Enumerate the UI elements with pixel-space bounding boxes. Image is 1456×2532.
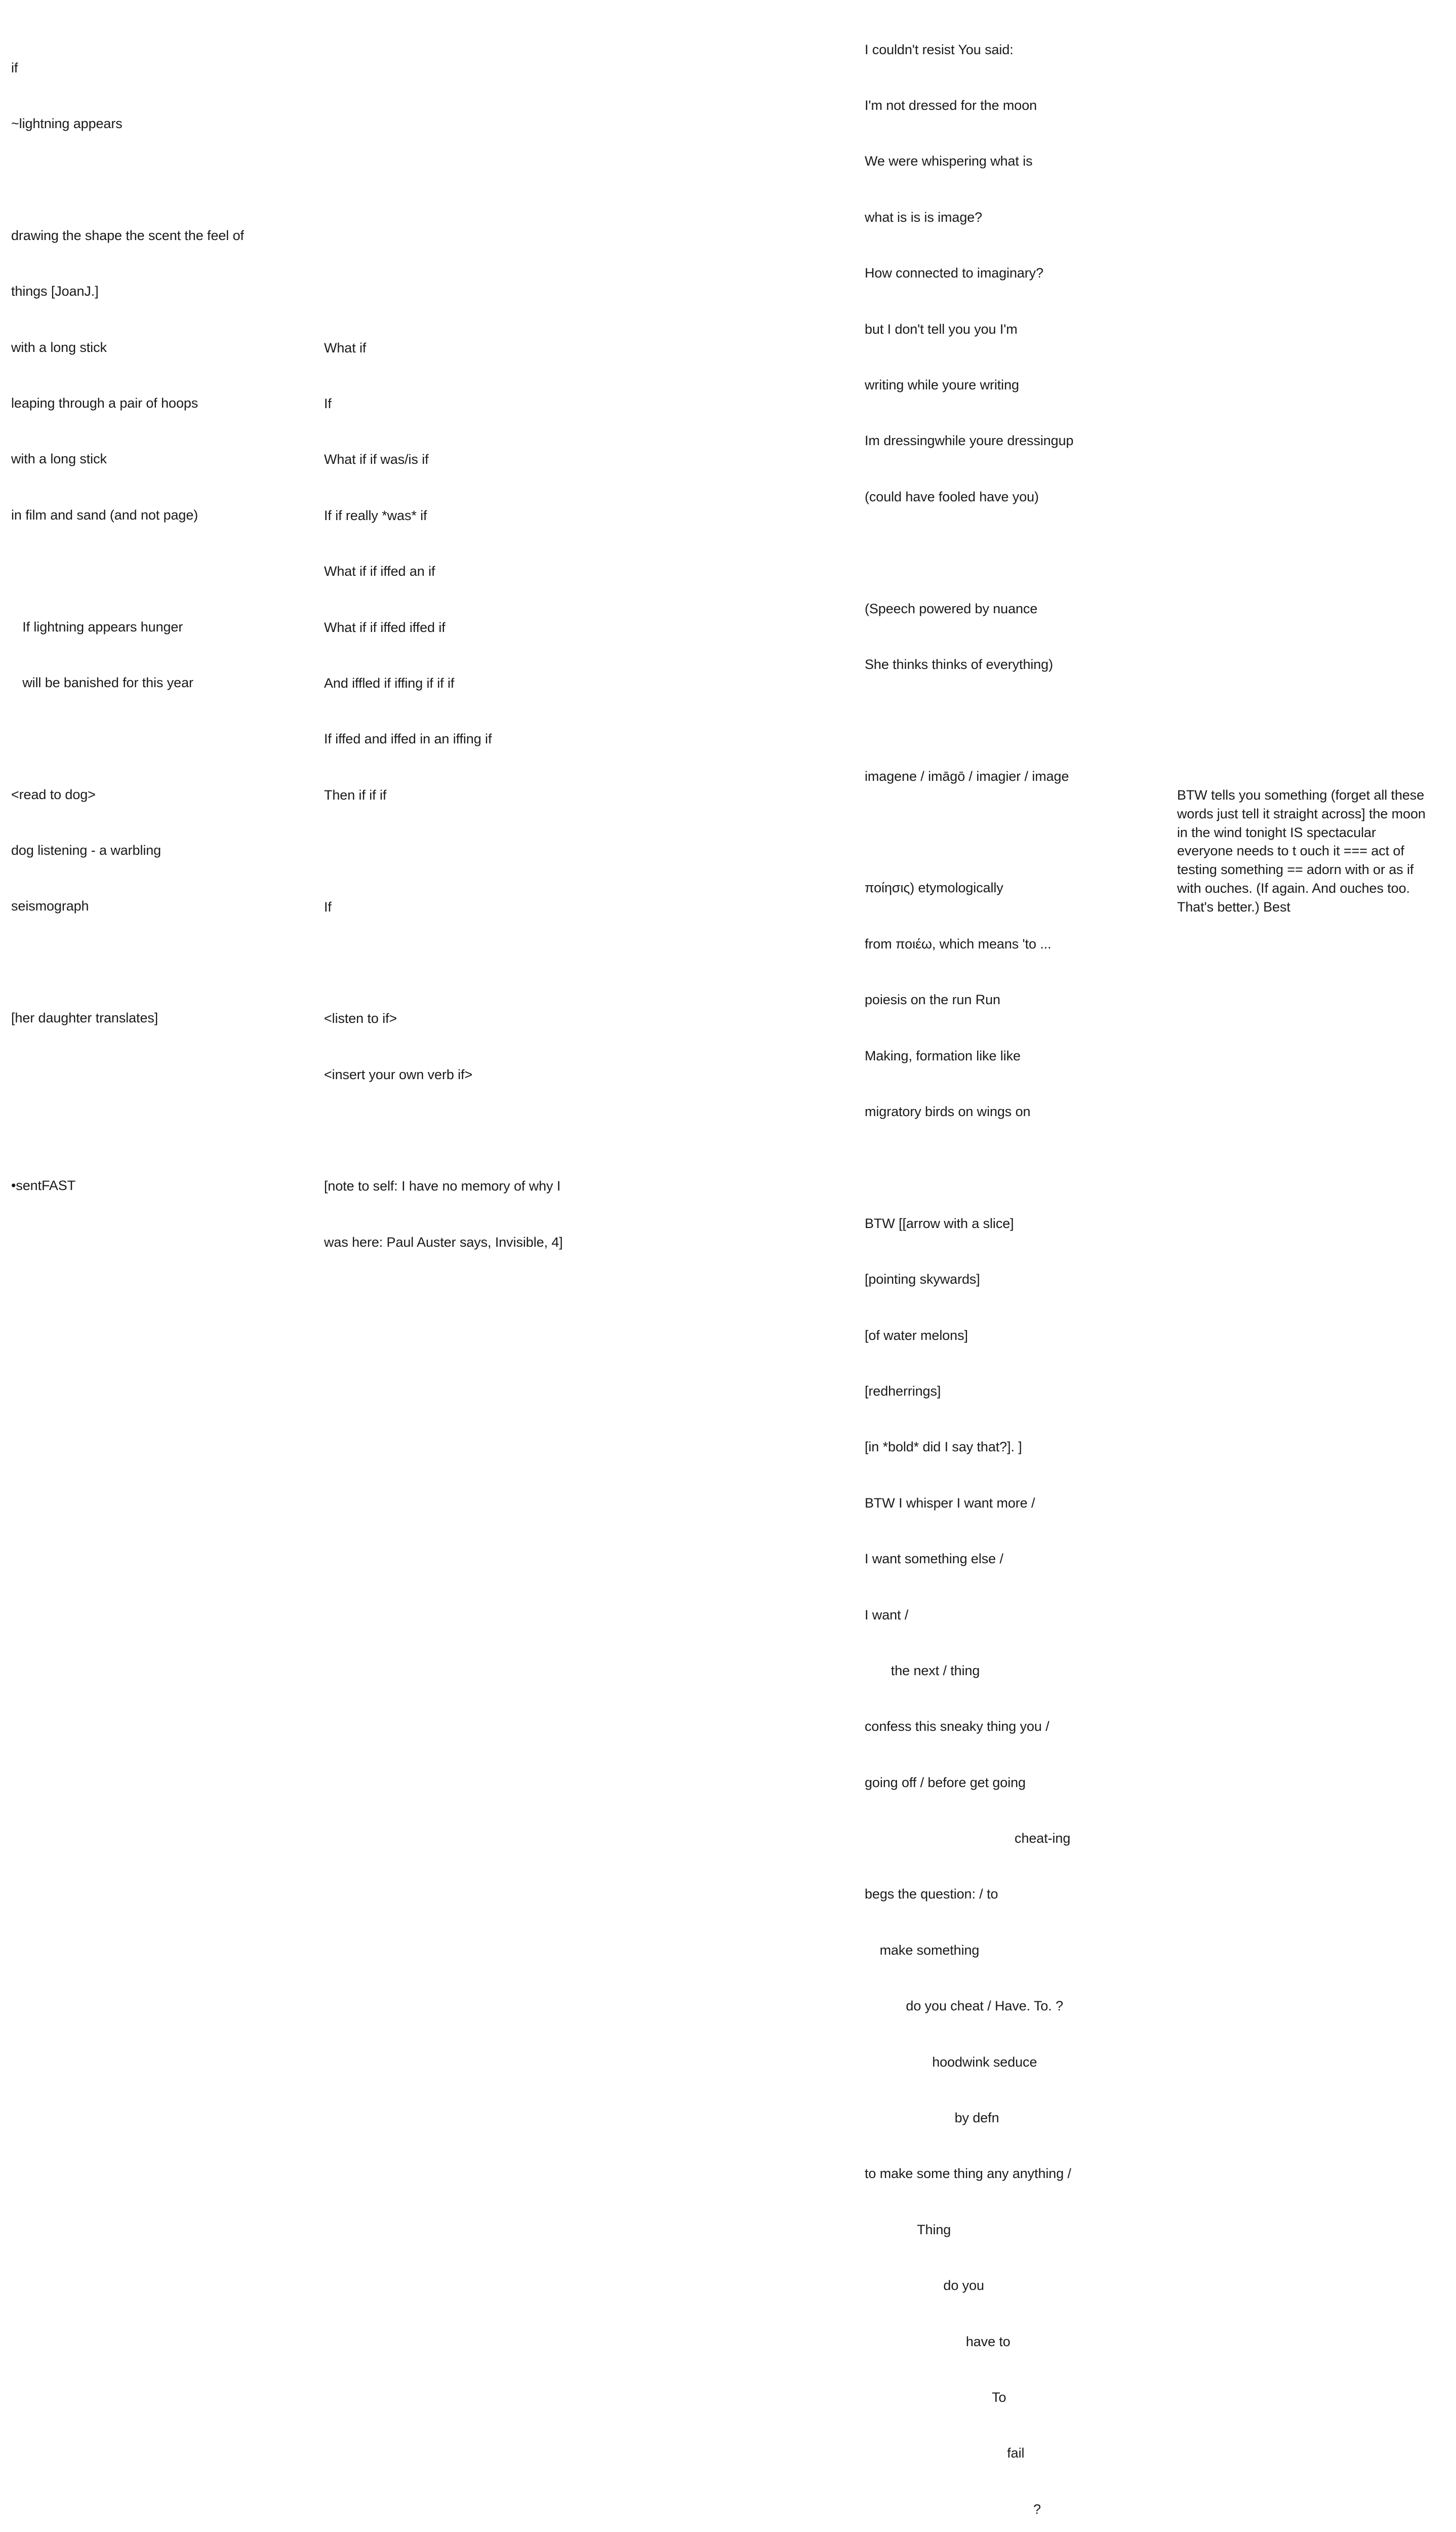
text-line: in film and sand (and not page) <box>11 507 198 523</box>
text-line: That's better.) Best <box>1177 899 1290 915</box>
text-line: hoodwink seduce <box>865 2054 1037 2070</box>
text-line: BTW [[arrow with a slice] <box>865 1215 1014 1231</box>
text-line: from ποιέω, which means 'to ... <box>865 936 1051 952</box>
text-line: what is is is image? <box>865 209 983 225</box>
text-line: but I don't tell you you I'm <box>865 321 1018 337</box>
text-line: [in *bold* did I say that?]. ] <box>865 1439 1022 1455</box>
text-column-right <box>865 3 1168 2532</box>
text-line: What if if iffed an if <box>324 564 435 579</box>
text-line: <insert your own verb if> <box>324 1066 473 1082</box>
text-line: have to <box>865 2333 1010 2349</box>
text-line: BTW tells you something (forget all these <box>1177 787 1425 803</box>
text-line: If if really *was* if <box>324 507 427 523</box>
text-line: with a long stick <box>11 339 107 355</box>
text-line: words just tell it straight across] the moon <box>1177 806 1426 821</box>
text-column-bottom-right <box>1177 786 1450 917</box>
text-line: confess this sneaky thing you / <box>865 1719 1049 1734</box>
text-line: [of water melons] <box>865 1327 968 1343</box>
text-line <box>865 543 1168 562</box>
text-column-middle <box>324 301 628 1270</box>
text-line: do you cheat / Have. To. ? <box>865 1998 1064 2014</box>
text-line: to make some thing any anything / <box>865 2166 1071 2182</box>
text-line: (could have fooled have you) <box>865 489 1039 504</box>
text-line <box>865 823 1168 842</box>
text-line: I'm not dressed for the moon <box>865 97 1037 113</box>
text-line: If <box>324 395 332 411</box>
text-line: imagene / imāgō / imagier / image <box>865 768 1069 784</box>
text-line: fail <box>865 2445 1025 2461</box>
text-line: if <box>11 60 18 75</box>
text-line <box>11 562 315 580</box>
text-line: leaping through a pair of hoops <box>11 395 198 411</box>
text-line: If iffed and iffed in an iffing if <box>324 731 492 747</box>
text-line: What if if iffed iffed if <box>324 619 446 635</box>
text-line: I want / <box>865 1607 909 1623</box>
text-line <box>324 1121 628 1140</box>
text-line: was here: Paul Auster says, Invisible, 4] <box>324 1234 563 1250</box>
text-line: in the wind tonight IS spectacular <box>1177 824 1376 840</box>
text-line: ποίησις) etymologically <box>865 880 1003 896</box>
text-line: Im dressingwhile youre dressingup <box>865 433 1074 449</box>
text-line: make something <box>865 1942 980 1958</box>
text-line: If <box>324 899 332 915</box>
text-line: cheat-ing <box>865 1831 1071 1846</box>
text-line: Thing <box>865 2222 951 2237</box>
text-line: the next / thing <box>865 1663 980 1678</box>
text-line: BTW I whisper I want more / <box>865 1495 1035 1511</box>
text-line: things [JoanJ.] <box>11 284 99 299</box>
text-line: She thinks thinks of everything) <box>865 656 1053 672</box>
text-line <box>11 953 315 972</box>
text-line: [redherrings] <box>865 1383 941 1399</box>
text-column-left <box>11 21 315 1214</box>
text-line <box>11 1121 315 1139</box>
text-line: ~lightning appears <box>11 115 123 131</box>
text-line: with ouches. (If again. And ouches too. <box>1177 880 1410 896</box>
text-line: How connected to imaginary? <box>865 265 1043 281</box>
text-line <box>11 170 315 189</box>
text-line <box>324 842 628 860</box>
text-line: writing while youre writing <box>865 377 1019 392</box>
text-line: seismograph <box>11 898 89 914</box>
text-line: We were whispering what is <box>865 153 1033 169</box>
text-line <box>865 1158 1168 1177</box>
text-line: drawing the shape the scent the feel of <box>11 227 244 243</box>
text-line: by defn <box>865 2110 999 2126</box>
text-line: [her daughter translates] <box>11 1010 158 1026</box>
text-line: (Speech powered by nuance <box>865 601 1038 616</box>
text-line: •sentFAST <box>11 1178 76 1194</box>
text-line: Making, formation like like <box>865 1048 1021 1063</box>
text-line: [note to self: I have no memory of why I <box>324 1178 561 1194</box>
text-line: <read to dog> <box>11 786 96 802</box>
text-line: And iffled if iffing if if if <box>324 675 455 691</box>
text-line <box>11 729 315 748</box>
text-line <box>865 711 1168 730</box>
text-line: Then if if if <box>324 787 387 803</box>
text-line: going off / before get going <box>865 1774 1026 1790</box>
text-line: dog listening - a warbling <box>11 843 161 858</box>
text-line <box>11 1065 315 1084</box>
text-line <box>324 954 628 972</box>
text-line: If lightning appears hunger <box>11 619 183 635</box>
text-line: with a long stick <box>11 451 107 467</box>
text-line: do you <box>865 2278 984 2293</box>
text-line: begs the question: / to <box>865 1886 998 1902</box>
text-line: migratory birds on wings on <box>865 1104 1031 1120</box>
text-line: I couldn't resist You said: <box>865 42 1014 57</box>
text-line: I want something else / <box>865 1551 1003 1567</box>
text-line: testing something == adorn with or as if <box>1177 862 1414 878</box>
text-line: What if <box>324 340 367 355</box>
text-line: To <box>865 2390 1006 2405</box>
text-line: will be banished for this year <box>11 675 193 690</box>
text-line: ? <box>865 2501 1041 2517</box>
text-line: [pointing skywards] <box>865 1272 980 1287</box>
text-line: everyone needs to t ouch it === act of <box>1177 843 1404 859</box>
text-line: poiesis on the run Run <box>865 992 1000 1008</box>
text-line: <listen to if> <box>324 1011 397 1026</box>
text-line: What if if was/is if <box>324 452 429 467</box>
